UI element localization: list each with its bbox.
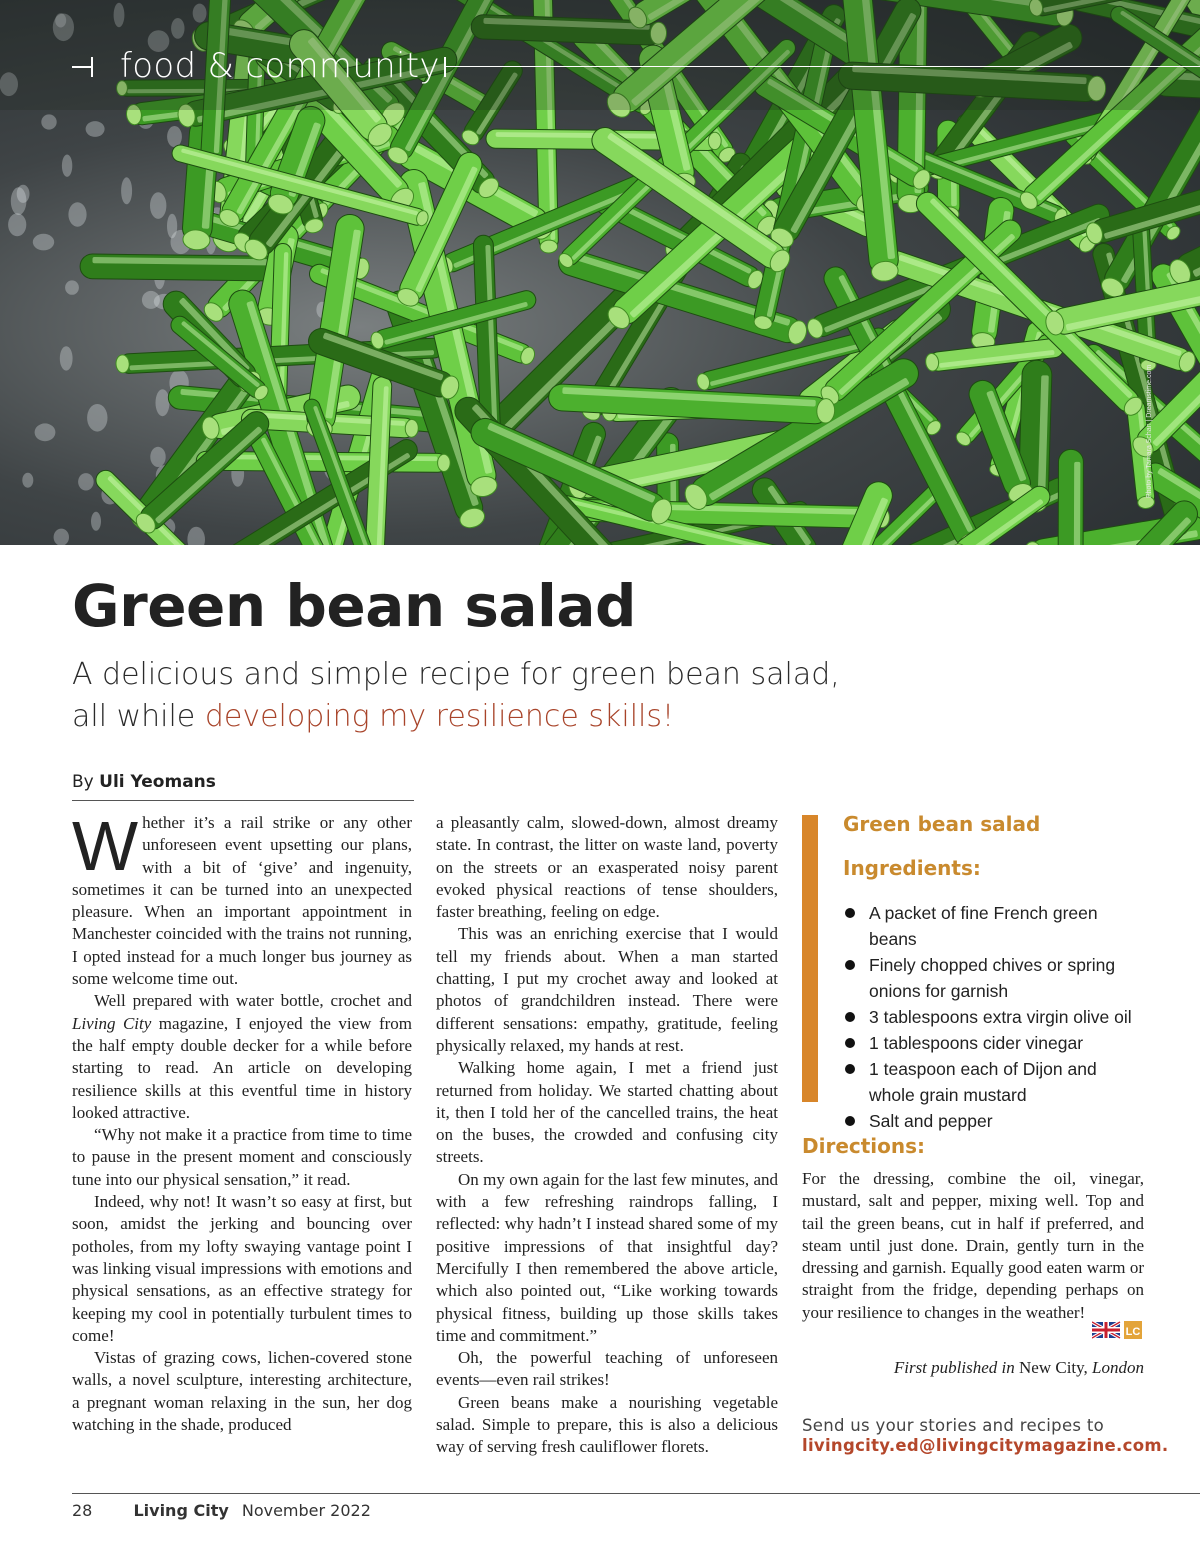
ingredients-heading: Ingredients: — [843, 856, 981, 880]
colander-hole — [22, 473, 33, 488]
section-name: food & community — [120, 46, 440, 86]
uk-flag-icon — [1092, 1320, 1144, 1340]
issue-date: November 2022 — [241, 1501, 371, 1520]
colander-hole — [35, 423, 56, 441]
section-tick-left — [72, 66, 92, 68]
colander-hole — [87, 404, 107, 432]
section-rule — [444, 66, 1200, 67]
ingredient-item: 3 tablespoons extra virgin olive oil — [843, 1004, 1143, 1030]
article-column-2 — [436, 812, 778, 1459]
ingredient-item: Salt and pepper — [843, 1108, 1143, 1134]
colander-hole — [11, 187, 27, 215]
footer — [72, 1501, 371, 1520]
article-paragraph: Green beans make a nourishing vegetable salad. Simple to prepare, this is also a delicious way of serving fresh cauliflower florets. — [436, 1392, 778, 1457]
standfirst-line1: A delicious and simple recipe for green bean salad, — [72, 657, 840, 692]
ingredient-item: 1 tablespoons cider vinegar — [843, 1030, 1143, 1056]
article-paragraph: Vistas of grazing cows, lichen-covered stone walls, a novel sculpture, interesting architecture, a pregnant woman relaxing in the sun, her dog watching in the shade, produced — [72, 1348, 412, 1435]
published-prefix: First published in — [893, 1358, 1015, 1377]
footer-rule — [72, 1493, 1200, 1494]
article-paragraph: This was an enriching exercise that I would tell my friends about. When a man started chatting, I put my crochet away and looked at photos of grandchildren instead. There were different sensations: empathy, gratitude, feeling physically relaxed, my hands at rest. — [436, 924, 778, 1055]
ingredient-item: A packet of fine French green beans — [843, 900, 1143, 952]
article-paragraph-text: hether it’s a rail strike or any other unforeseen event upsetting our plans, with a bit of ‘give’ and ingenuity, sometimes it can be turned into an unexpected pleasure. When an important appointment in Manchester coincided with the trains not running, I opted instead for a much longer bus journey as some welcome time out. — [72, 813, 412, 989]
published-publication: New City, — [1014, 1358, 1093, 1377]
colander-hole — [41, 114, 56, 129]
colander-hole — [65, 280, 79, 294]
contact-email-link[interactable]: livingcity.ed@livingcitymagazine.com. — [802, 1436, 1169, 1455]
byline — [72, 772, 414, 801]
section-label — [72, 46, 1200, 90]
standfirst — [72, 654, 972, 738]
colander-hole — [60, 346, 73, 370]
article-column-1 — [72, 807, 412, 1436]
article-paragraph: Walking home again, I met a friend just returned from holiday. We started chatting about it, then I told her of the cancelled trains, the heat on the buses, the crowded and confusing city streets. — [436, 1058, 778, 1167]
colander-hole — [8, 213, 26, 236]
standfirst-line2: all while — [72, 699, 205, 734]
recipe-accent-bar — [802, 815, 818, 1102]
byline-author: Uli Yeomans — [99, 772, 216, 792]
article-paragraph: On my own again for the last few minutes, and with a few refreshing raindrops falling, I reflected: why hadn’t I instead shared some of my positive impressions of that insightful day? Mercifully I then remembered the above article, which also pointed out, “Like working towards physical fitness, building up those skills takes time and commitment.” — [436, 1169, 778, 1345]
headline: Green bean salad — [72, 572, 637, 640]
ingredient-item: Finely chopped chives or spring onions for garnish — [843, 952, 1143, 1004]
lc-badge-text: LC — [1125, 1326, 1141, 1338]
send-note-text: Send us your stories and recipes to — [802, 1416, 1105, 1435]
article-paragraph: a pleasantly calm, slowed-down, almost dreamy state. In contrast, the litter on waste land, poverty on the streets or an exasperated noisy parent evoked physical reactions of tense shoulders, faster breathing, feeling on edge. — [436, 813, 778, 922]
article-paragraph: “Why not make it a practice from time to time to pause in the present moment and consciously tune into our physical sensation,” it read. — [72, 1125, 412, 1189]
colander-hole — [62, 155, 72, 177]
article-paragraph — [72, 807, 412, 990]
colander-hole — [121, 177, 132, 204]
article-paragraph-text: magazine, I enjoyed the view from the half empty double decker for a while before starting to read. An article on developing resilience skills at this eventful time in history looked attractive. — [72, 1013, 412, 1122]
ingredient-item: 1 teaspoon each of Dijon and whole grain mustard — [843, 1056, 1143, 1108]
standfirst-highlight: developing my resilience skills! — [204, 699, 675, 734]
published-city: London — [1092, 1358, 1144, 1377]
colander-hole — [150, 447, 165, 467]
photo-credit: Photo by Tamara Schan | Dreamstime.com — [1146, 364, 1153, 498]
green-bean — [1058, 449, 1084, 545]
hero-photo — [0, 0, 1200, 545]
recipe-title: Green bean salad — [843, 812, 1041, 836]
colander-hole — [54, 529, 69, 545]
colander-hole — [150, 192, 166, 219]
article-paragraph: Oh, the powerful teaching of unforeseen events—even rail strikes! — [436, 1348, 778, 1390]
colander-hole — [68, 202, 86, 226]
directions-text: For the dressing, combine the oil, vinegar, mustard, salt and pepper, mixing well. Top and tail the green beans, cut in half if preferred, and steam until just done. Drain, gently turn in the dressing and garnish. Equally good eaten warm or straight from the fridge, depending perhaps on your resilience to changes in the weather! — [802, 1169, 1144, 1322]
article-paragraph: Indeed, why not! It wasn’t so easy at first, but soon, amidst the jerking and bouncing over potholes, from my lofty swaying vantage point I was linking visual impressions with emotions and physical sensations, as an effective strategy for keeping my cool in potentially turbulent times to come! — [72, 1192, 412, 1345]
send-note — [802, 1416, 1169, 1456]
colander-hole — [33, 234, 54, 251]
ingredients-list — [843, 900, 1143, 1134]
article-paragraph — [72, 990, 412, 1124]
directions-heading: Directions: — [802, 1134, 926, 1158]
byline-prefix: By — [72, 772, 94, 792]
magazine-name: Living City — [133, 1501, 229, 1520]
section-tick-right — [444, 57, 446, 77]
section-tick-left-vertical — [91, 57, 93, 77]
colander-hole — [86, 121, 105, 137]
published-credit — [802, 1358, 1144, 1378]
colander-hole — [156, 389, 170, 416]
magazine-name-inline: Living City — [72, 1013, 152, 1033]
article-paragraph-text: Well prepared with water bottle, crochet and — [94, 991, 412, 1011]
colander-hole — [78, 473, 94, 490]
page-number: 28 — [72, 1501, 93, 1520]
colander-hole — [91, 512, 101, 531]
colander-hole — [187, 527, 205, 545]
drop-cap: W — [72, 807, 139, 885]
colander-hole — [167, 126, 182, 147]
